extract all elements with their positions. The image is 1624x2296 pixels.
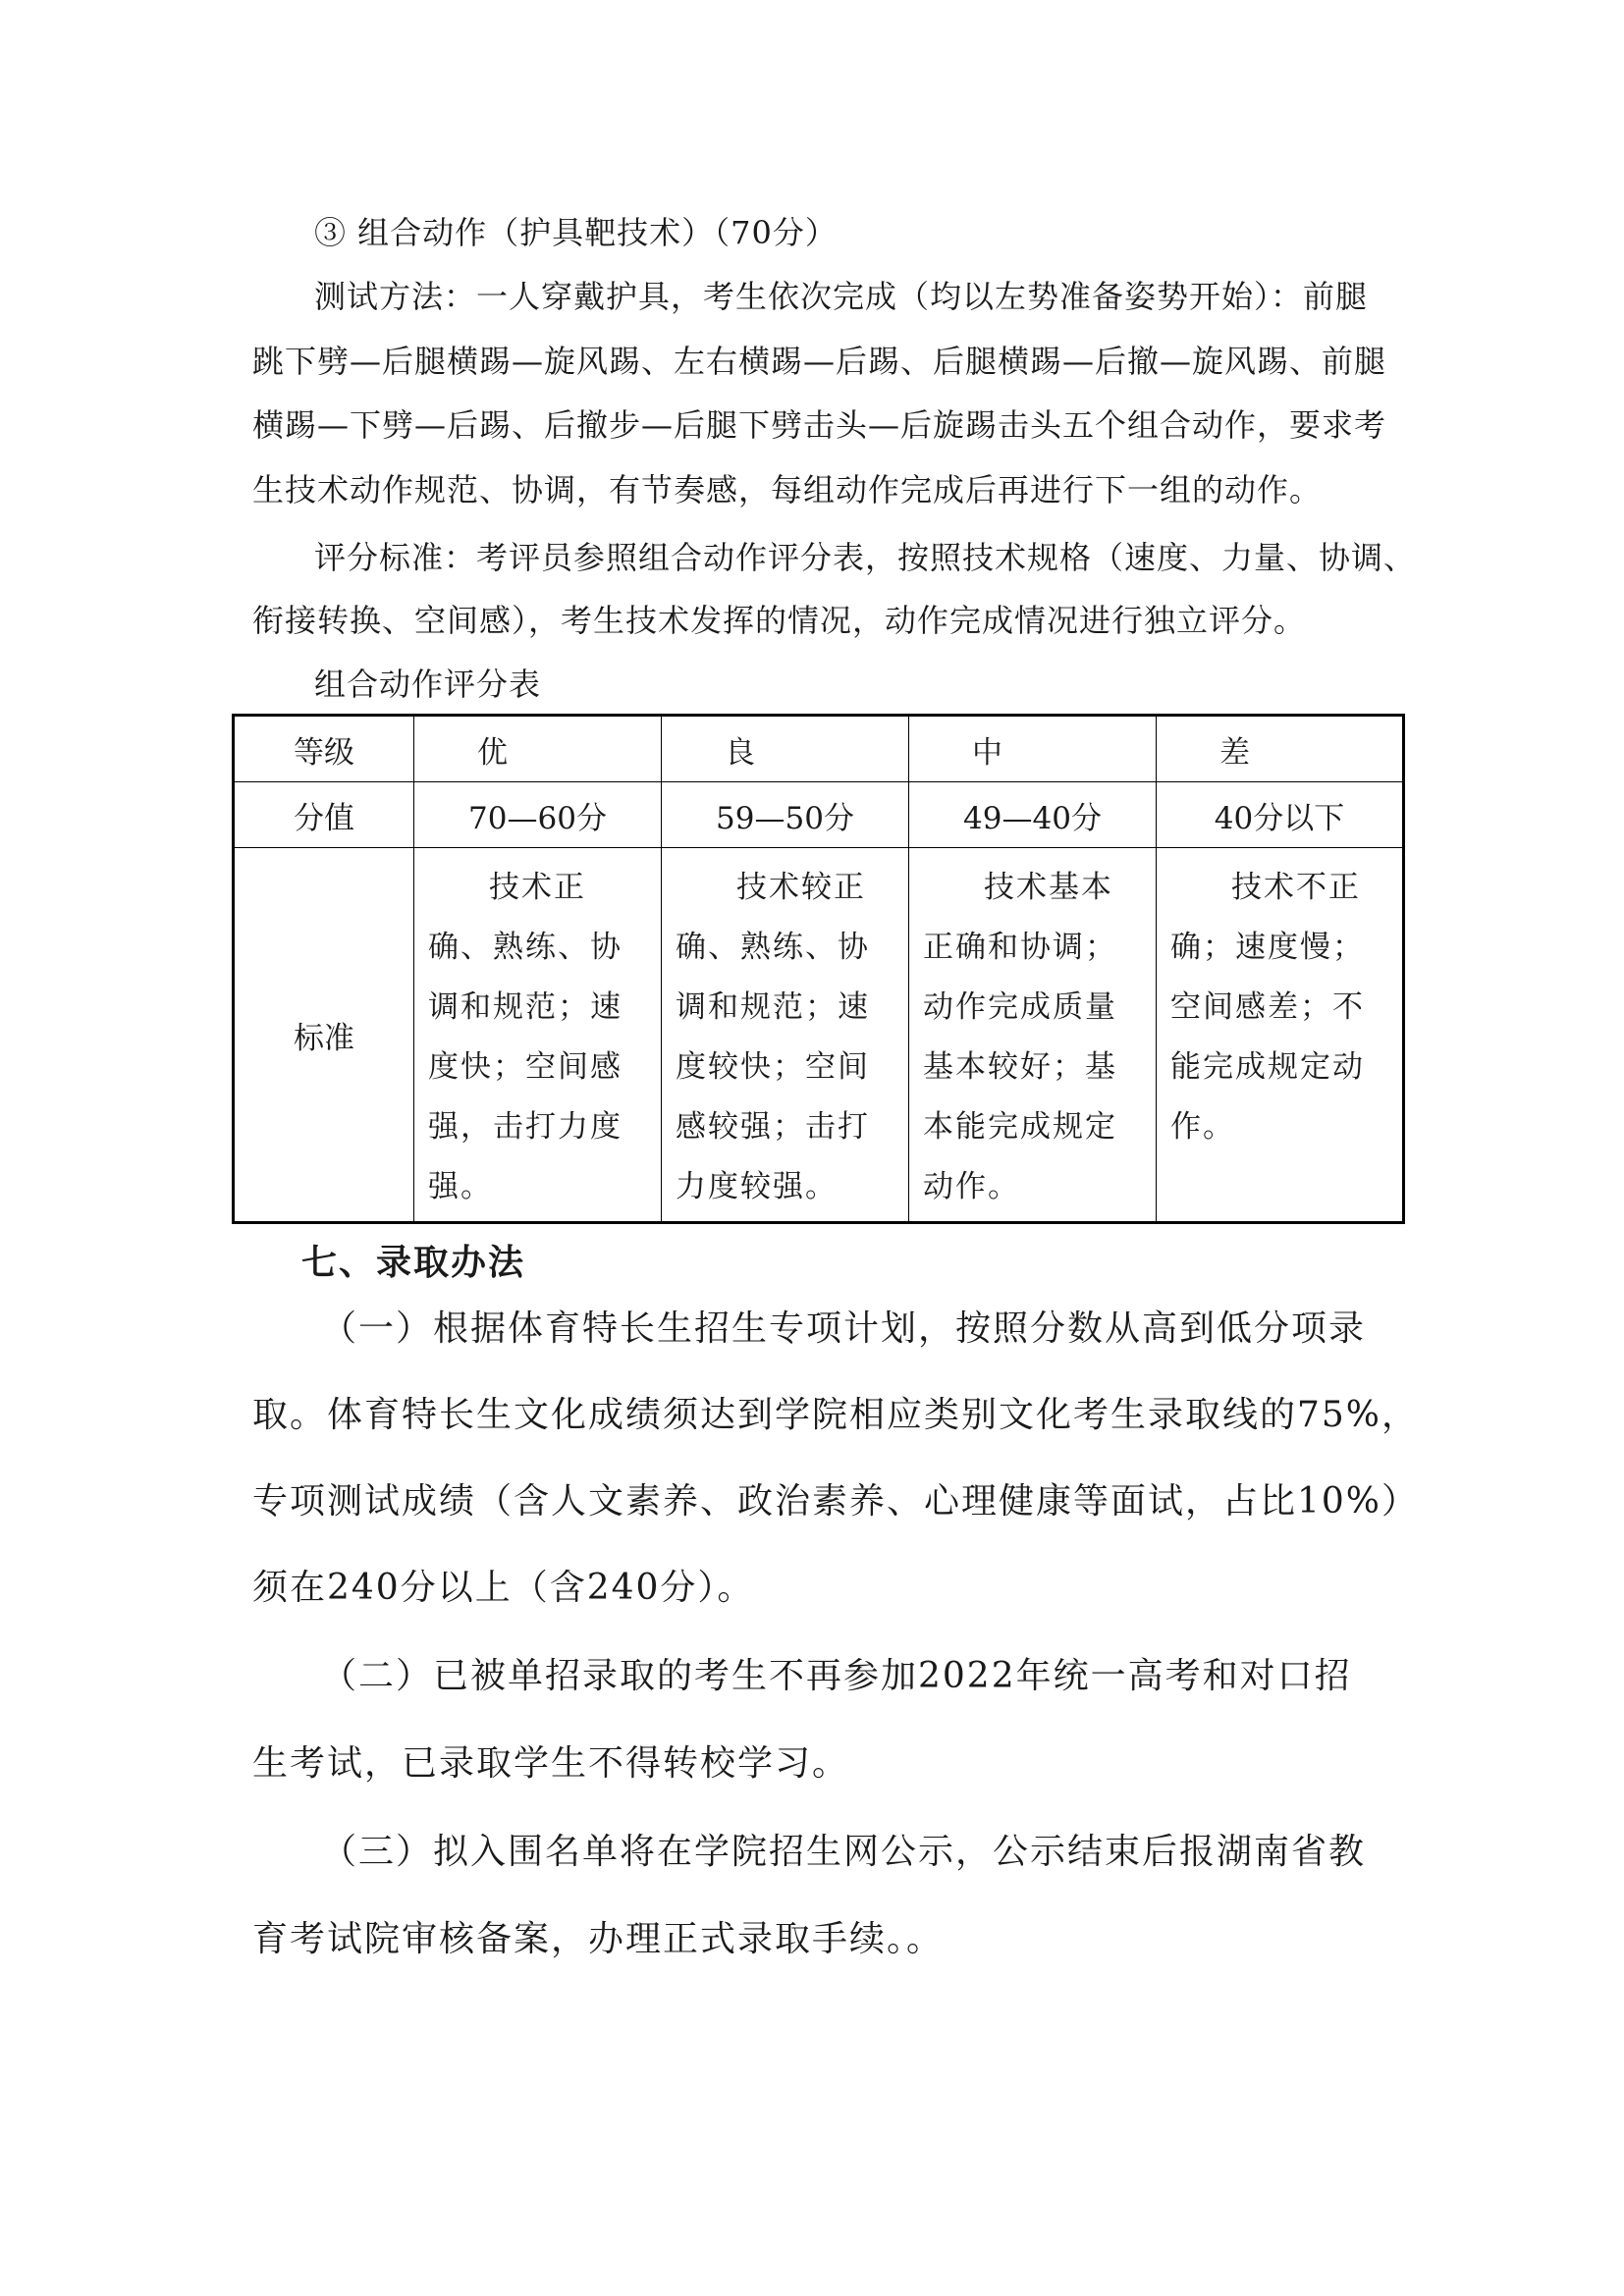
- method-line: 生技术动作规范、协调，有节奏感，每组动作完成后再进行下一组的动作。: [252, 471, 1323, 508]
- paragraph-line: 育考试院审核备案，办理正式录取手续。。: [252, 1919, 945, 1959]
- standard-cell: 技术基本正确和协调；动作完成质量基本较好；基本能完成规定动作。: [909, 848, 1157, 1223]
- section-heading: 七、录取办法: [301, 1242, 526, 1283]
- standard-cell: 技术不正确；速度慢；空间感差；不能完成规定动作。: [1157, 848, 1404, 1223]
- grade-cell: 差: [1157, 716, 1404, 782]
- method-line: 横踢—下劈—后踢、后撤步—后腿下劈击头—后旋踢击头五个组合动作，要求考: [252, 406, 1387, 444]
- paragraph-line: 取。体育特长生文化成绩须达到学院相应类别文化考生录取线的75%，: [252, 1395, 1420, 1435]
- row-label: 分值: [234, 782, 414, 848]
- paragraph-line: 生考试，已录取学生不得转校学习。: [252, 1743, 850, 1784]
- paragraph-line: 专项测试成绩（含人文素养、政治素养、心理健康等面试，占比10%）: [252, 1481, 1420, 1522]
- grade-cell: 优: [414, 716, 662, 782]
- row-label: 等级: [234, 716, 414, 782]
- score-cell: 49—40分: [909, 782, 1157, 848]
- standard-cell: 技术较正确、熟练、协调和规范；速度较快；空间感较强；击打力度较强。: [662, 848, 909, 1223]
- standard-cell: 技术正确、熟练、协调和规范；速度快；空间感强，击打力度强。: [414, 848, 662, 1223]
- paragraph-line: 须在240分以上（含240分）。: [252, 1568, 755, 1608]
- method-line: 测试方法：一人穿戴护具，考生依次完成（均以左势准备姿势开始）：前腿: [314, 278, 1369, 315]
- score-row: [234, 782, 1404, 848]
- score-cell: 40分以下: [1157, 782, 1404, 848]
- row-label: 标准: [234, 848, 414, 1223]
- table-caption: 组合动作评分表: [314, 666, 542, 703]
- criteria-line: 评分标准：考评员参照组合动作评分表，按照技术规格（速度、力量、协调、: [314, 539, 1417, 576]
- standard-row: [234, 848, 1404, 1223]
- score-cell: 59—50分: [662, 782, 909, 848]
- score-cell: 70—60分: [414, 782, 662, 848]
- method-line: 跳下劈—后腿横踢—旋风踢、左右横踢—后踢、后腿横踢—后撤—旋风踢、前腿: [252, 343, 1387, 380]
- grade-cell: 中: [909, 716, 1157, 782]
- paragraph-line: （二）已被单招录取的考生不再参加2022年统一高考和对口招: [321, 1656, 1352, 1696]
- grade-row: [234, 716, 1404, 782]
- paragraph-line: （三）拟入围名单将在学院招生网公示，公示结束后报湖南省教: [321, 1832, 1367, 1872]
- criteria-line: 衔接转换、空间感），考生技术发挥的情况，动作完成情况进行独立评分。: [252, 602, 1307, 639]
- grade-cell: 良: [662, 716, 909, 782]
- section-heading: ③ 组合动作（护具靶技术）（70分）: [314, 214, 838, 251]
- paragraph-line: （一）根据体育特长生招生专项计划，按照分数从高到低分项录: [321, 1308, 1367, 1349]
- scoring-table: [232, 714, 1405, 1224]
